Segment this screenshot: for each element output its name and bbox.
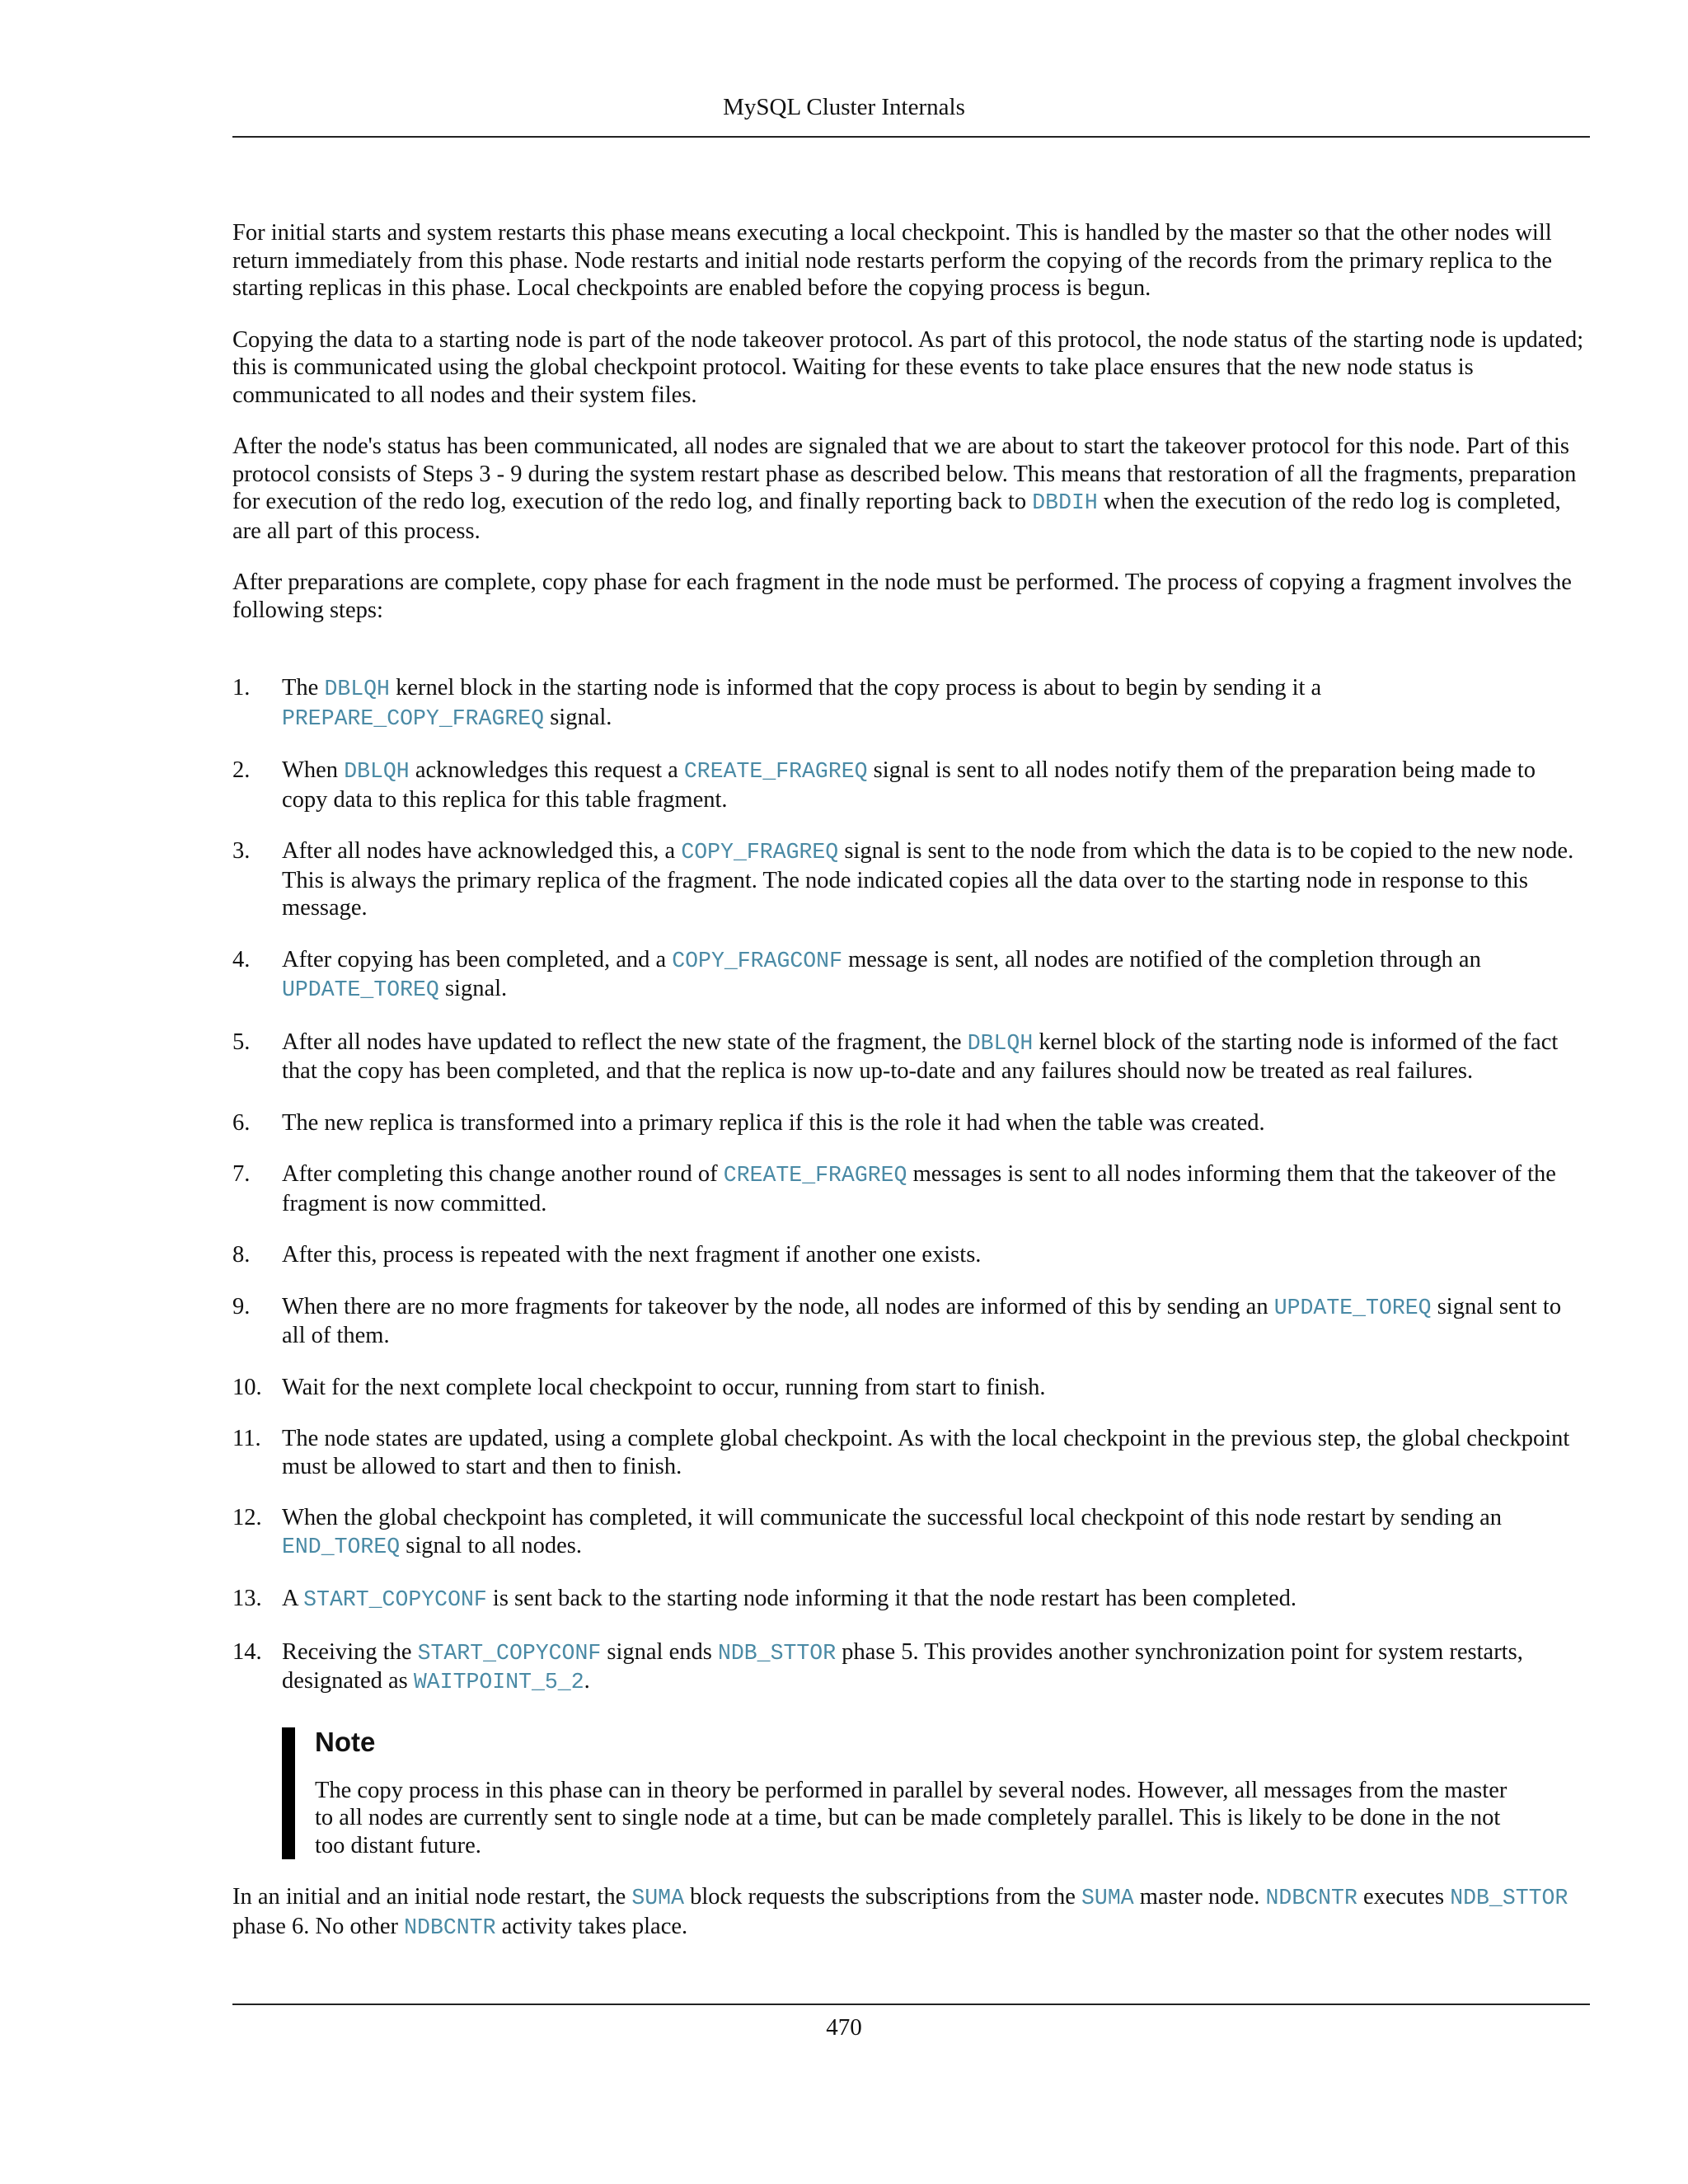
signal-code: WAITPOINT_5_2: [413, 1670, 584, 1694]
running-header: MySQL Cluster Internals: [723, 94, 965, 120]
list-number: 13.: [232, 1586, 262, 1611]
paragraph: After the node's status has been communicated, all nodes are signaled that we are about to start the takeover protocol for this node. Part of this protocol consists of Steps 3 - 9 during the system restart phase as described below. This means that restoration of all the fragments, preparation for execution of the redo log, execution of the redo log, and finally reporting back to DBDIH when the execution of the redo log is completed, are all part of this process.: [232, 434, 1577, 544]
signal-code: UPDATE_TOREQ: [1273, 1295, 1432, 1320]
signal-code: NDBCNTR: [1265, 1886, 1357, 1910]
list-item: 14. Receiving the START_COPYCONF signal ends NDB_STTOR phase 5. This provides another synchronization point for system restarts, designated as WAITPOINT_5_2.: [232, 1638, 1523, 1694]
signal-code: END_TOREQ: [282, 1534, 401, 1559]
list-number: 10.: [232, 1374, 262, 1400]
footer-divider: [232, 2004, 1590, 2005]
list-number: 12.: [232, 1505, 262, 1530]
list-item: 9. When there are no more fragments for takeover by the node, all nodes are informed of this by sending an UPDATE_TOREQ signal sent to all of them.: [232, 1293, 1562, 1348]
signal-code: PREPARE_COPY_FRAGREQ: [282, 705, 545, 731]
signal-code: UPDATE_TOREQ: [282, 977, 439, 1002]
signal-code: COPY_FRAGCONF: [672, 948, 842, 973]
signal-code: START_COPYCONF: [303, 1587, 487, 1612]
list-item: 13. A START_COPYCONF is sent back to the starting node informing it that the node restart has been completed.: [232, 1586, 1296, 1612]
note-callout: [282, 1727, 1584, 1860]
list-item: 1. The DBLQH kernel block in the starting node is informed that the copy process is about to begin by sending it a PREPARE_COPY_FRAGREQ signal.: [232, 675, 1322, 731]
list-item: 4. After copying has been completed, and a COPY_FRAGCONF message is sent, all nodes are notified of the completion through an UPDATE_TOREQ signal.: [232, 946, 1481, 1002]
list-item: 8. After this, process is repeated with the next fragment if another one exists.: [232, 1242, 982, 1268]
note-title: Note: [315, 1726, 376, 1757]
list-number: 14.: [232, 1638, 262, 1665]
list-item: 11. The node states are updated, using a complete global checkpoint. As with the local checkpoint in the previous step, the global checkpoint must be allowed to start and then to finish.: [232, 1426, 1570, 1479]
list-number: 11.: [232, 1426, 261, 1451]
list-item: 10. Wait for the next complete local checkpoint to occur, running from start to finish.: [232, 1374, 1046, 1400]
list-item: 7. After completing this change another round of CREATE_FRAGREQ messages is sent to all nodes informing them that the takeover of the fragment is now committed.: [232, 1161, 1556, 1216]
page-number: 470: [826, 2014, 862, 2041]
page-body: [232, 219, 1584, 1966]
signal-code: DBLQH: [324, 677, 390, 701]
signal-code: NDB_STTOR: [1450, 1886, 1568, 1910]
list-number: 3.: [232, 838, 251, 864]
signal-code: DBLQH: [967, 1030, 1034, 1056]
signal-code: START_COPYCONF: [417, 1640, 602, 1666]
list-number: 1.: [232, 675, 251, 701]
list-number: 5.: [232, 1029, 251, 1055]
paragraph: After preparations are complete, copy phase for each fragment in the node must be performed. The process of copying a fragment involves the following steps:: [232, 569, 1572, 623]
list-number: 9.: [232, 1293, 251, 1319]
paragraph: In an initial and an initial node restart, the SUMA block requests the subscriptions from the SUMA master node. NDBCNTR executes NDB_STTOR phase 6. No other NDBCNTR activity takes place.: [232, 1884, 1568, 1940]
list-item: 5. After all nodes have updated to reflect the new state of the fragment, the DBLQH kernel block of the starting node is informed of the fact that the copy has been completed, and that the replica is now up-to-date and any failures should now be treated as real failures.: [232, 1029, 1559, 1084]
paragraph: Copying the data to a starting node is part of the node takeover protocol. As part of this protocol, the node status of the starting node is updated; this is communicated using the global checkpoint protocol. Waiting for these events to take place ensures that the new node status is communicated to all nodes and their system files.: [232, 326, 1584, 408]
signal-code: DBLQH: [344, 759, 410, 784]
list-number: 2.: [232, 757, 251, 783]
signal-code: CREATE_FRAGREQ: [723, 1163, 907, 1188]
list-number: 6.: [232, 1109, 251, 1136]
list-item: 12. When the global checkpoint has completed, it will communicate the successful local checkpoint of this node restart by sending an END_TOREQ signal to all nodes.: [232, 1505, 1502, 1559]
list-item: 3. After all nodes have acknowledged this, a COPY_FRAGREQ signal is sent to the node from which the data is to be copied to the new node. This is always the primary replica of the fragment. The node indicated copies all the data over to the starting node in response to this message.: [232, 838, 1574, 921]
header-divider: [232, 136, 1590, 138]
signal-code: NDB_STTOR: [717, 1640, 837, 1666]
list-number: 7.: [232, 1161, 251, 1187]
list-item: 6. The new replica is transformed into a primary replica if this is the role it had when the table was created.: [232, 1109, 1265, 1136]
signal-code: SUMA: [1081, 1886, 1134, 1910]
signal-code: NDBCNTR: [404, 1915, 496, 1940]
list-item: 2. When DBLQH acknowledges this request a CREATE_FRAGREQ signal is sent to all nodes notify them of the preparation being made to copy data to this replica for this table fragment.: [232, 757, 1536, 813]
list-number: 8.: [232, 1242, 251, 1268]
note-body: The copy process in this phase can in theory be performed in parallel by several nodes. However, all messages from the master to all nodes are currently sent to single node at a time, but can be made completely parallel. This is likely to be done in the not too distant future.: [315, 1777, 1507, 1858]
list-number: 4.: [232, 946, 251, 972]
signal-code: COPY_FRAGREQ: [681, 840, 839, 865]
takeover-steps-list: [232, 674, 1584, 1697]
signal-code: SUMA: [631, 1886, 684, 1910]
signal-code: CREATE_FRAGREQ: [683, 759, 868, 784]
paragraph: For initial starts and system restarts this phase means executing a local checkpoint. This is handled by the master so that the other nodes will return immediately from this phase. Node restarts and initial node restarts perform the copying of the records from the primary replica to the starting replicas in this phase. Local checkpoints are enabled before the copying process is begun.: [232, 220, 1553, 301]
signal-code: DBDIH: [1032, 490, 1098, 515]
